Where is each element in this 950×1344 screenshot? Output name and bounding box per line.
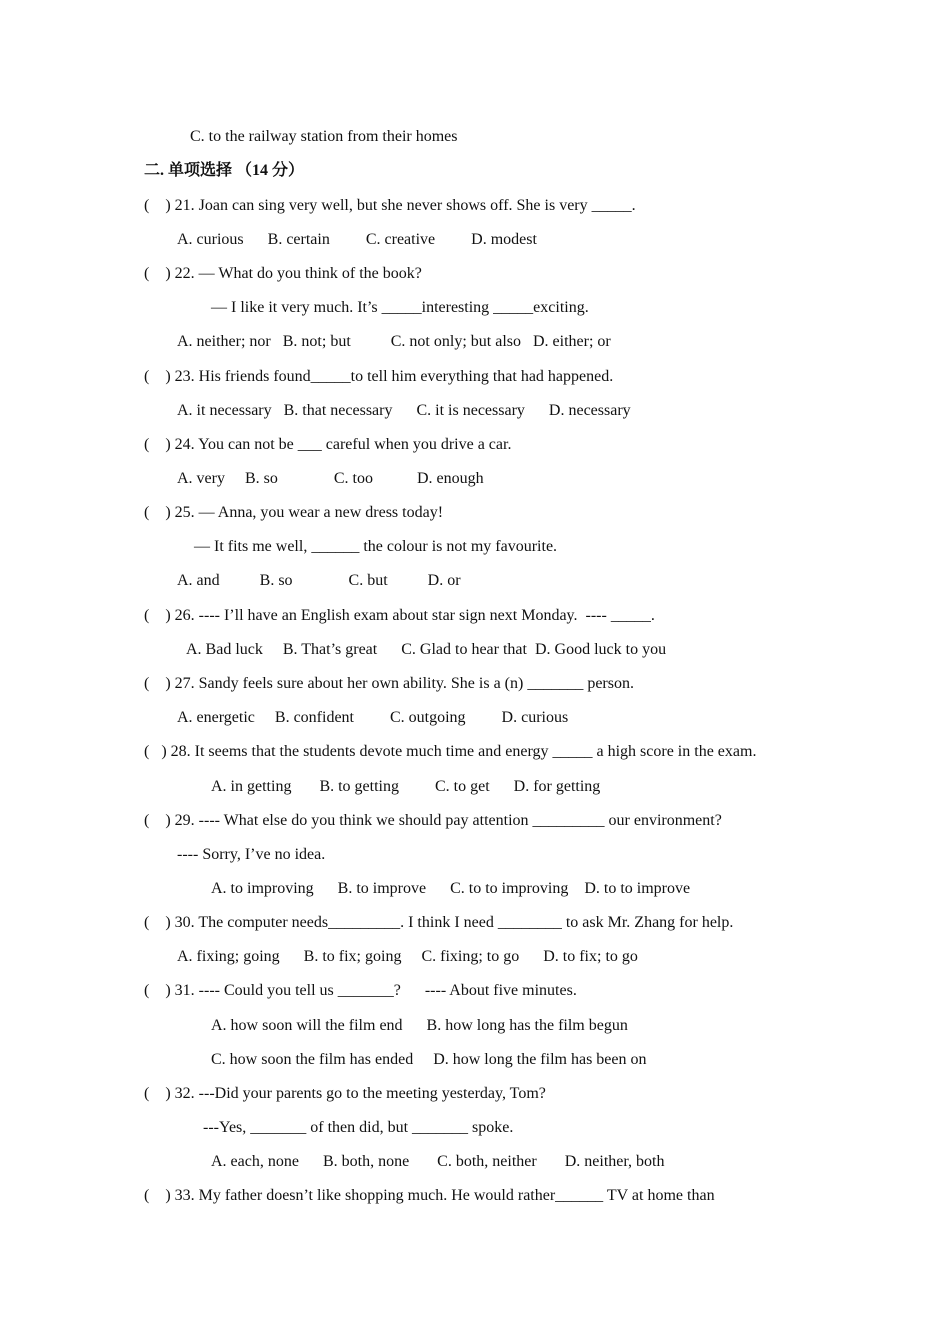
dialog-line: ---Yes, _______ of then did, but _______ spoke. xyxy=(203,1119,514,1136)
question-33: ( ) 33. My father doesn’t like shopping much. He would rather______ TV at home than xyxy=(144,1187,715,1204)
options-31-ab: A. how soon will the film end B. how long has the film begun xyxy=(211,1017,628,1034)
options-24: A. very B. so C. too D. enough xyxy=(177,470,484,487)
question-25: ( ) 25. — Anna, you wear a new dress today! xyxy=(144,504,444,521)
question-32: ( ) 32. ---Did your parents go to the meeting yesterday, Tom? xyxy=(144,1085,546,1102)
options-32: A. each, none B. both, none C. both, neither D. neither, both xyxy=(211,1153,665,1170)
options-21: A. curious B. certain C. creative D. modest xyxy=(177,231,537,248)
question-21: ( ) 21. Joan can sing very well, but she never shows off. She is very _____. xyxy=(144,197,636,214)
options-23: A. it necessary B. that necessary C. it is necessary D. necessary xyxy=(177,402,631,419)
question-30: ( ) 30. The computer needs_________. I think I need ________ to ask Mr. Zhang for help. xyxy=(144,914,734,931)
question-29: ( ) 29. ---- What else do you think we should pay attention _________ our environment? xyxy=(144,812,722,829)
options-27: A. energetic B. confident C. outgoing D. curious xyxy=(177,709,569,726)
options-30: A. fixing; going B. to fix; going C. fixing; to go D. to fix; to go xyxy=(177,948,638,965)
question-28: ( ) 28. It seems that the students devote much time and energy _____ a high score in the exam. xyxy=(144,743,757,760)
options-22: A. neither; nor B. not; but C. not only; but also D. either; or xyxy=(177,333,611,350)
options-31-cd: C. how soon the film has ended D. how long the film has been on xyxy=(211,1051,647,1068)
question-31: ( ) 31. ---- Could you tell us _______? ---- About five minutes. xyxy=(144,982,577,999)
option-line: C. to the railway station from their homes xyxy=(190,128,458,145)
question-24: ( ) 24. You can not be ___ careful when you drive a car. xyxy=(144,436,512,453)
section-heading: 二. 单项选择 （14 分） xyxy=(144,162,305,179)
options-28: A. in getting B. to getting C. to get D. for getting xyxy=(211,778,601,795)
dialog-line: — I like it very much. It’s _____interesting _____exciting. xyxy=(211,299,589,316)
question-27: ( ) 27. Sandy feels sure about her own ability. She is a (n) _______ person. xyxy=(144,675,634,692)
options-26: A. Bad luck B. That’s great C. Glad to hear that D. Good luck to you xyxy=(186,641,667,658)
question-26: ( ) 26. ---- I’ll have an English exam about star sign next Monday. ---- _____. xyxy=(144,607,655,624)
question-22: ( ) 22. — What do you think of the book? xyxy=(144,265,422,282)
question-23: ( ) 23. His friends found_____to tell him everything that had happened. xyxy=(144,368,614,385)
dialog-line: ---- Sorry, I’ve no idea. xyxy=(177,846,326,863)
dialog-line: — It fits me well, ______ the colour is not my favourite. xyxy=(194,538,558,555)
options-25: A. and B. so C. but D. or xyxy=(177,572,461,589)
options-29: A. to improving B. to improve C. to to improving D. to to improve xyxy=(211,880,691,897)
